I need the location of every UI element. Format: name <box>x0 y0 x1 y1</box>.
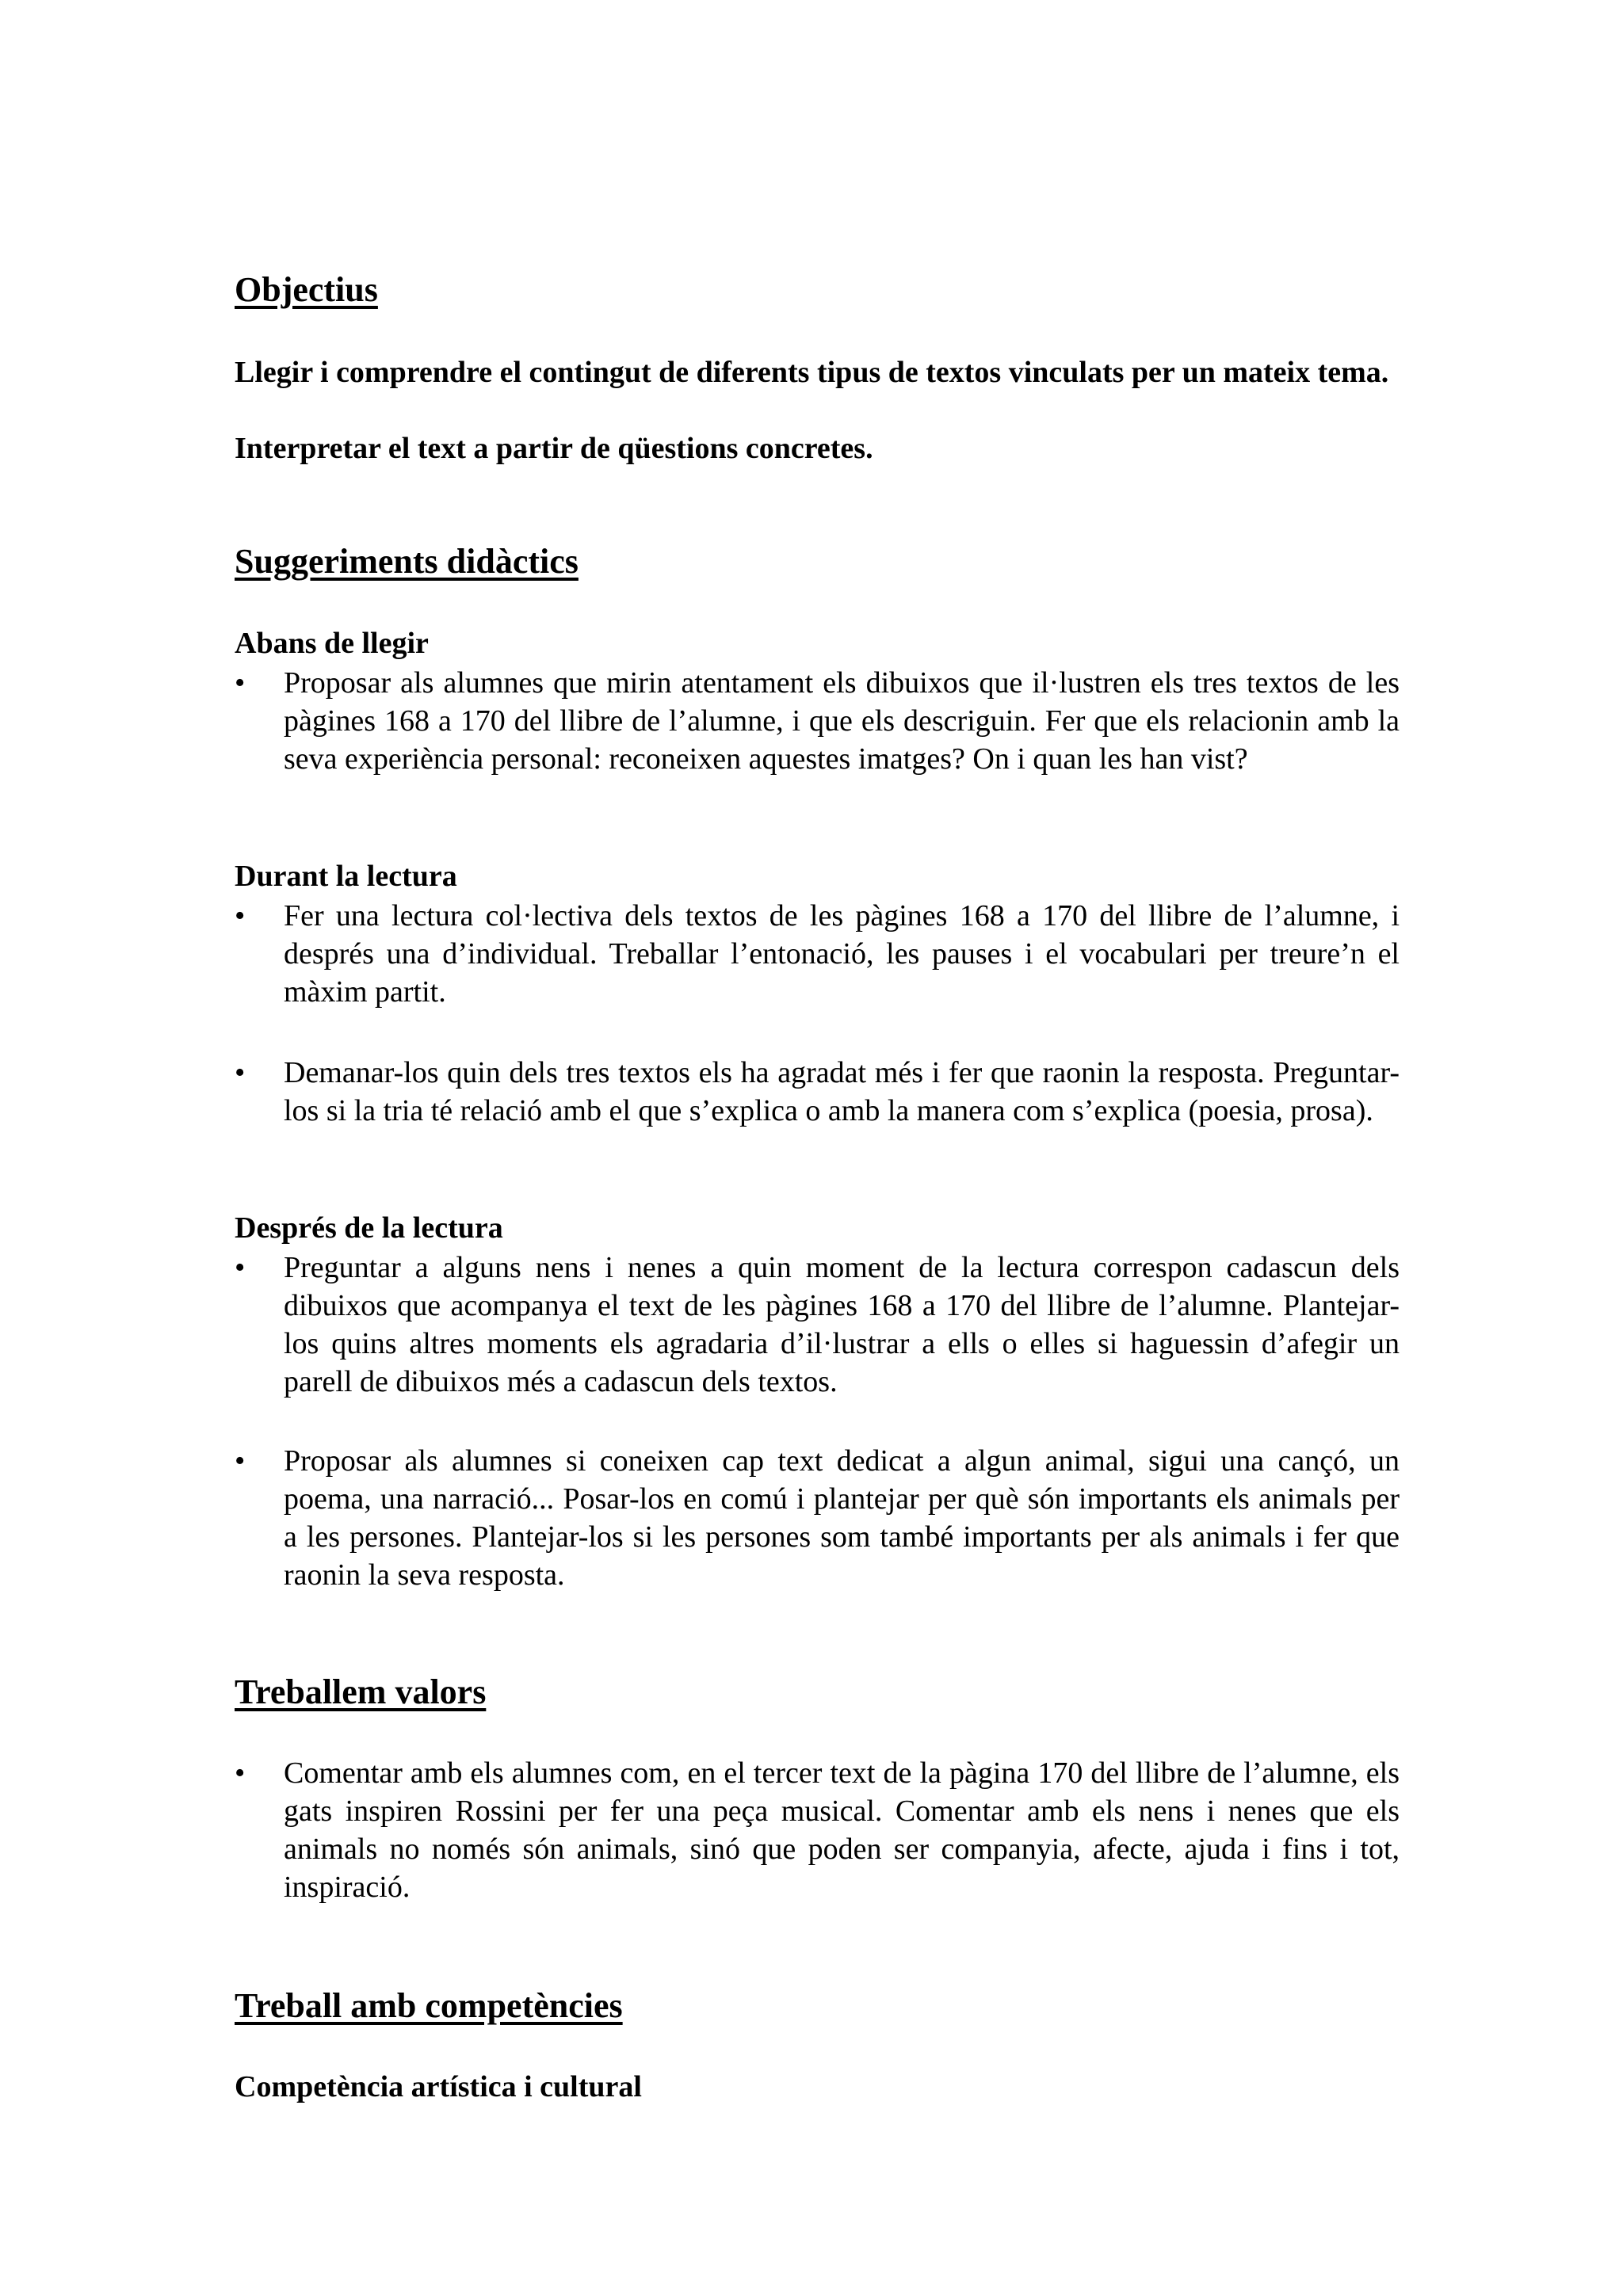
bullet-icon: • <box>235 1444 246 1478</box>
list-item-text: Fer una lectura col·lectiva dels textos de les pàgines 168 a 170 del llibre de l’alumne, i després una d’individual. Treballar l’entonació, les pauses i el vocabulari per treure’n el màxim partit. <box>284 899 1400 1009</box>
list-item <box>235 664 1400 778</box>
bullet-icon: • <box>235 899 246 933</box>
subheading-despres-de-la-lectura: Després de la lectura <box>235 1211 503 1245</box>
objective-line-2: Interpretar el text a partir de qüestions concretes. <box>235 432 873 465</box>
list-item-text: Proposar als alumnes si coneixen cap text dedicat a algun animal, sigui una cançó, un poema, una narració... Posar-los en comú i plantejar per què són importants els animals per a les persones. Plantejar-los si les persones som també importants per als animals i fer que raonin la seva resposta. <box>284 1444 1400 1592</box>
bullet-icon: • <box>235 1056 246 1089</box>
section-title-treball-amb-competencies: Treball amb competències <box>235 1986 623 2025</box>
list-item <box>235 1442 1400 1594</box>
list-item <box>235 1754 1400 1906</box>
section-title-treballem-valors: Treballem valors <box>235 1672 487 1711</box>
list-item <box>235 1054 1400 1130</box>
subheading-durant-la-lectura: Durant la lectura <box>235 860 457 893</box>
subheading-competencia-artistica: Competència artística i cultural <box>235 2070 642 2103</box>
list-item-text: Proposar als alumnes que mirin atentament els dibuixos que il·lustren els tres textos de les pàgines 168 a 170 del llibre de l’alumne, i que els descriguin. Fer que els relacionin amb la seva experiència personal: reconeixen aquestes imatges? On i quan les han vist? <box>284 666 1400 776</box>
section-title-suggeriments: Suggeriments didàctics <box>235 542 579 581</box>
list-item <box>235 897 1400 1011</box>
list-item-text: Demanar-los quin dels tres textos els ha agradat més i fer que raonin la resposta. Preguntar-los si la tria té relació amb el que s’explica o amb la manera com s’explica (poesia, prosa). <box>284 1056 1400 1127</box>
section-title-objectius: Objectius <box>235 270 378 309</box>
bullet-icon: • <box>235 666 246 700</box>
bullet-icon: • <box>235 1756 246 1790</box>
list-item <box>235 1249 1400 1401</box>
subheading-abans-de-llegir: Abans de llegir <box>235 627 429 660</box>
objective-line-1: Llegir i comprendre el contingut de diferents tipus de textos vinculats per un mateix tema. <box>235 356 1389 389</box>
list-item-text: Preguntar a alguns nens i nenes a quin moment de la lectura correspon cadascun dels dibuixos que acompanya el text de les pàgines 168 a 170 del llibre de l’alumne. Plantejar-los quins altres moments els agradaria d’il·lustrar a ells o elles si haguessin d’afegir un parell de dibuixos més a cadascun dels textos. <box>284 1251 1400 1398</box>
bullet-icon: • <box>235 1251 246 1284</box>
list-item-text: Comentar amb els alumnes com, en el tercer text de la pàgina 170 del llibre de l’alumne, els gats inspiren Rossini per fer una peça musical. Comentar amb els nens i nenes que els animals no només són animals, sinó que poden ser companyia, afecte, ajuda i fins i tot, inspiració. <box>284 1756 1400 1904</box>
